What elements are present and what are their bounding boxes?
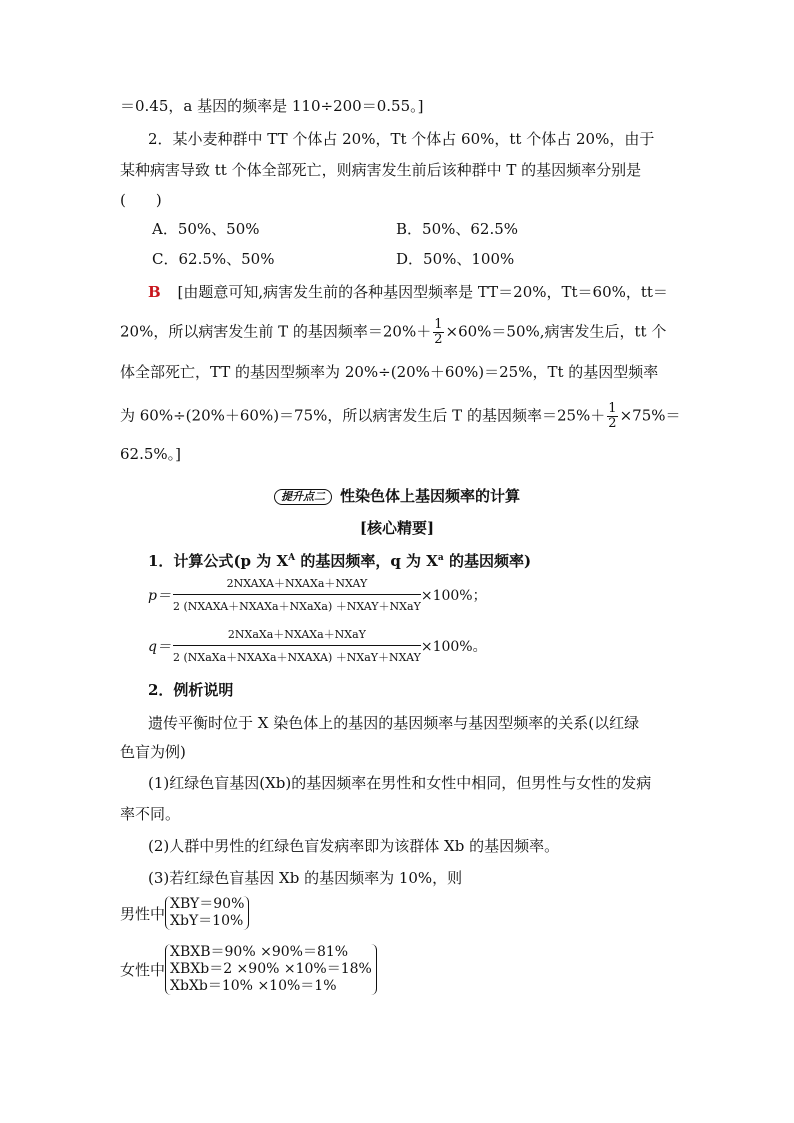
answer-line-1 [148,282,668,302]
option-b: B．50%、62.5% [396,220,519,238]
answer-text: ×75%＝ [619,406,681,425]
fraction-half: $\frac{1}{2}$ [608,401,617,431]
section-subtitle: [核心精要] [359,519,435,537]
male-label: 男性中 [120,904,166,923]
answer-text: 20%，所以病害发生前 T 的基因频率＝20%＋ [120,322,432,341]
formula-heading: 1．计算公式(p 为 $X^A$ 的基因频率，q 为 $X^a$ 的基因频率) [148,552,532,570]
female-label: 女性中 [120,961,166,979]
female-frequencies [120,944,377,995]
section-heading [0,486,794,506]
text-line: 率不同。 [120,805,181,823]
answer-line-5: 62.5%。] [120,445,182,463]
section-title: 性染色体上基因频率的计算 [339,487,520,505]
question-2-line-2: 某种病害导致 tt 个体全部死亡，则病害发生前后该种群中 T 的基因频率分别是 [120,161,642,179]
text-line: (3)若红绿色盲基因 Xb 的基因频率为 10%，则 [148,869,463,887]
female-row: XbXb＝10% ×10%＝1% [170,978,337,994]
text-line: ＝0.45，a 基因的频率是 110÷200＝0.55。] [120,97,424,115]
answer-text: 为 60%÷(20%＋60%)＝75%，所以病害发生后 T 的基因频率＝25%＋ [120,406,606,425]
answer-line-4 [120,402,681,431]
answer-letter: B [148,283,161,301]
question-2-line-1: 2．某小麦种群中 TT 个体占 20%，Tt 个体占 60%，tt 个体占 20%，由于 [148,130,655,148]
answer-text: [由题意可知,病害发生前的各种基因型频率是 TT＝20%，Tt＝60%，tt＝ [177,283,668,301]
question-2-line-3: ( ) [120,191,162,209]
female-row: XBXb＝2 ×90% ×10%＝18% [170,961,372,977]
male-row: XbY＝10% [170,913,244,929]
female-brace [165,944,377,995]
text-line: (1)红绿色盲基因(Xb)的基因频率在男性和女性中相同，但男性与女性的发病 [148,774,652,792]
option-d: D．50%、100% [396,250,515,268]
option-c: C．62.5%、50% [152,250,275,268]
male-frequencies [120,896,249,930]
text-line: 色盲为例) [120,743,186,761]
fraction-half: $\frac{1}{2}$ [434,317,443,347]
formula-p: p＝ $\frac{\text{2NXAXA＋NXAXa＋NXAY}}{\text{2 (NXAXA＋NXAXa＋NXaXa) ＋NXAY＋NXaY}}$ ×100%； [148,577,487,613]
formula-q: q＝ $\frac{\text{2NXaXa＋NXAXa＋NXaY}}{\text{2 (NXaXa＋NXAXa＋NXAXA) ＋NXaY＋NXAY}}$ ×100%。 [148,628,487,664]
option-a: A．50%、50% [152,220,260,238]
section-badge: 提升点二 [274,489,332,505]
example-heading: 2．例析说明 [148,681,234,699]
female-row: XBXB＝90% ×90%＝81% [170,944,349,960]
text-line: 遗传平衡时位于 X 染色体上的基因的基因频率与基因型频率的关系(以红绿 [148,714,640,732]
answer-text: ×60%＝50%,病害发生后，tt 个 [445,322,667,341]
answer-line-3: 体全部死亡，TT 的基因型频率为 20%÷(20%＋60%)＝25%，Tt 的基因型频率 [120,363,659,381]
male-row: XBY＝90% [170,896,245,912]
answer-line-2 [120,318,666,347]
male-brace [165,896,249,930]
text-line: (2)人群中男性的红绿色盲发病率即为该群体 Xb 的基因频率。 [148,837,560,855]
